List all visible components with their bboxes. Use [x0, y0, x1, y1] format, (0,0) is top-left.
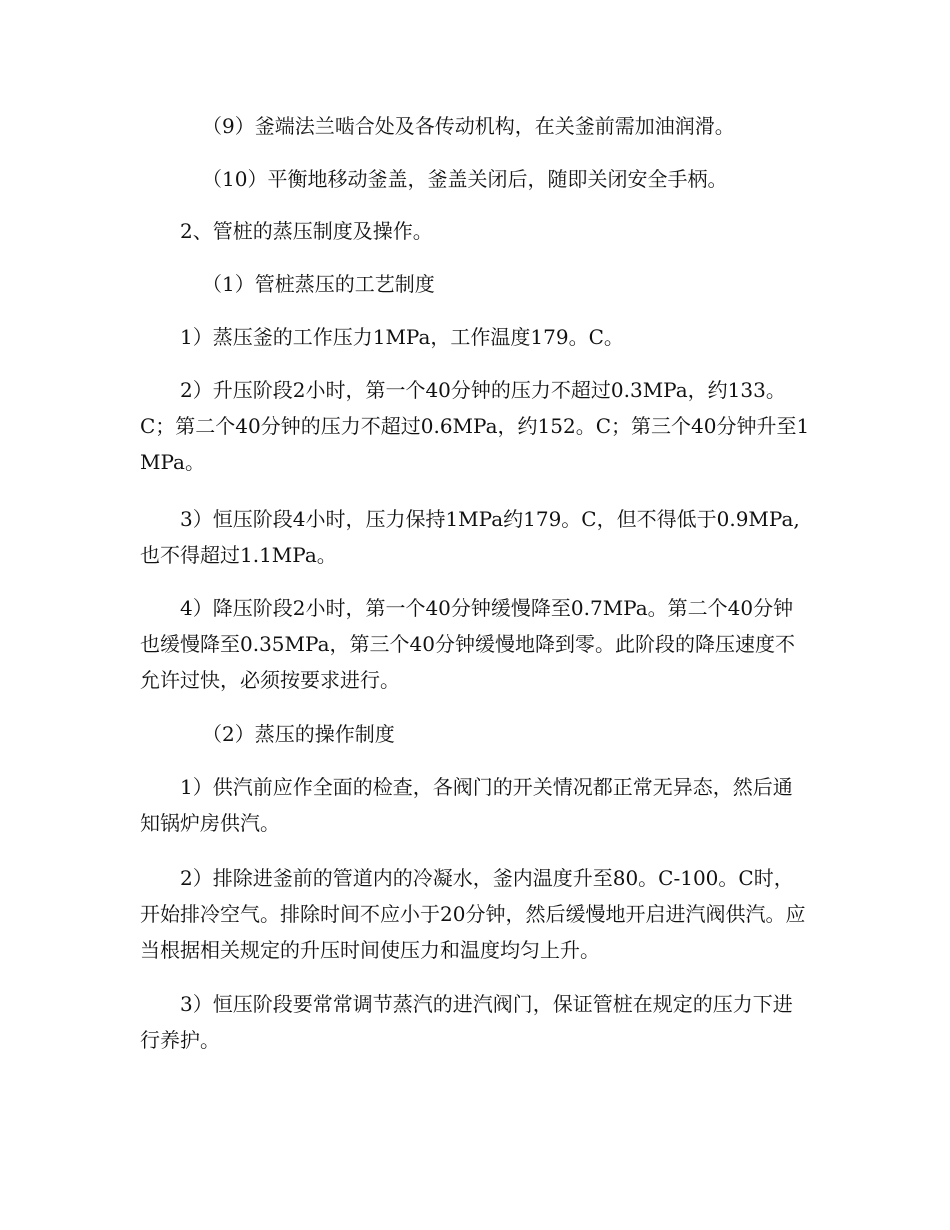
subheading-operation-regime: （2）蒸压的操作制度 [202, 722, 395, 746]
paragraph-step-9: （9）釜端法兰啮合处及各传动机构，在关釜前需加油润滑。 [202, 114, 735, 138]
paragraph-process-4: 4）降压阶段2小时，第一个40分钟缓慢降至0.7MPa。第二个40分钟也缓慢降至0.35MPa，第三个40分钟缓慢地降到零。此阶段的降压速度不允许过快，必须按要求进行。 [140, 596, 795, 692]
paragraph-operation-3: 3）恒压阶段要常常调节蒸汽的进汽阀门，保证管桩在规定的压力下进行养护。 [140, 992, 793, 1052]
section-heading-steaming-regime: 2、管桩的蒸压制度及操作。 [180, 219, 433, 243]
paragraph-process-3: 3）恒压阶段4小时，压力保持1MPa约179。C，但不得低于0.9MPa,也不得超过1.1MPa。 [140, 507, 800, 567]
paragraph-operation-1: 1）供汽前应作全面的检查，各阀门的开关情况都正常无异态，然后通知锅炉房供汽。 [140, 775, 793, 835]
subheading-process-regime: （1）管桩蒸压的工艺制度 [202, 272, 435, 296]
paragraph-process-2: 2）升压阶段2小时，第一个40分钟的压力不超过0.3MPa，约133。C；第二个40分钟的压力不超过0.6MPa，约152。C；第三个40分钟升至1MPa。 [140, 378, 810, 474]
paragraph-step-10: （10）平衡地移动釜盖，釜盖关闭后，随即关闭安全手柄。 [202, 167, 728, 191]
paragraph-process-1: 1）蒸压釜的工作压力1MPa，工作温度179。C。 [180, 325, 624, 349]
paragraph-operation-2: 2）排除进釜前的管道内的冷凝水，釜内温度升至80。C-100。C时，开始排冷空气。排除时间不应小于20分钟，然后缓慢地开启进汽阀供汽。应当根据相关规定的升压时间使压力和温度均匀上升。 [140, 866, 806, 962]
